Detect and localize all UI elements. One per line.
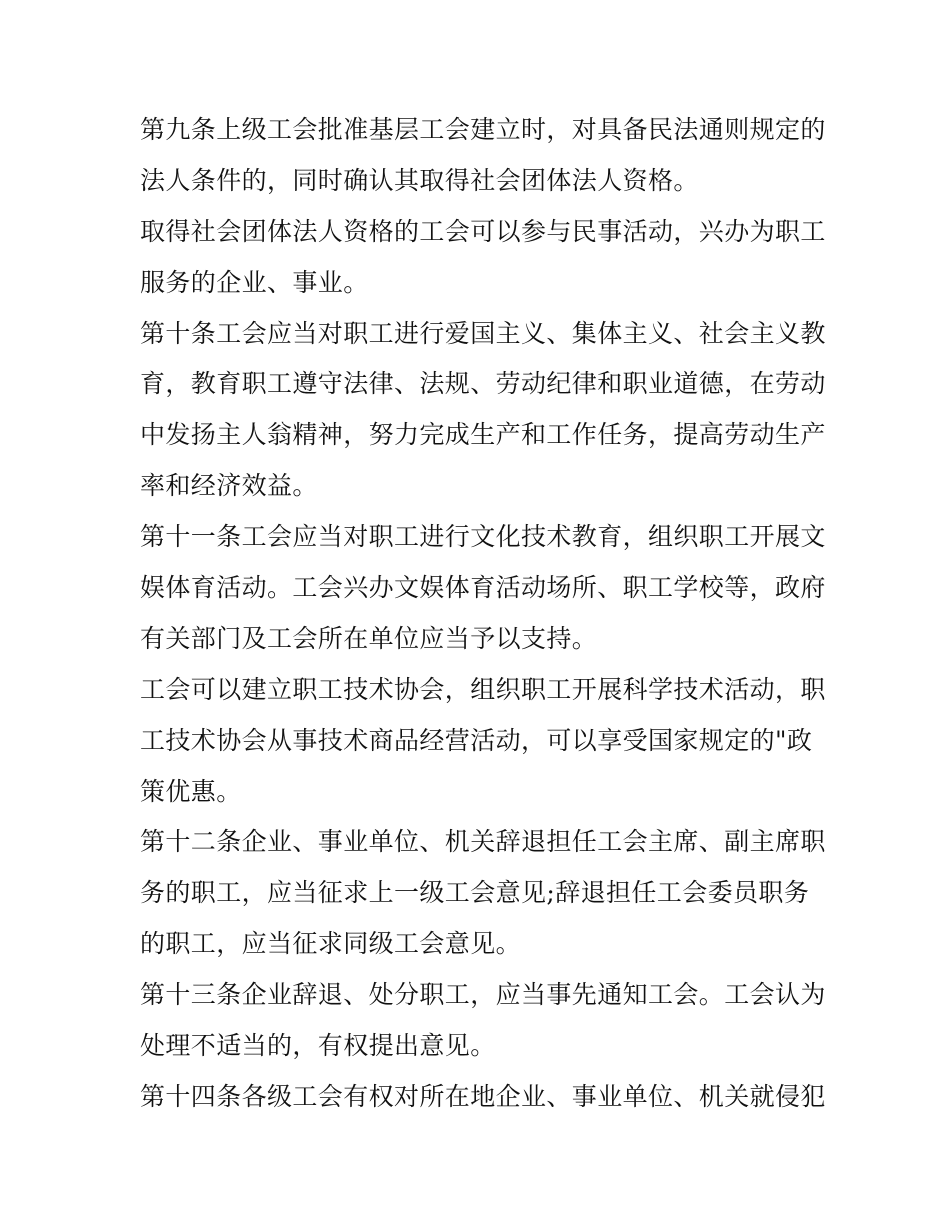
text-line-13: 工技术协会从事技术商品经营活动，可以享受国家规定的"政: [140, 725, 813, 755]
text-line-6: 育，教育职工遵守法律、法规、劳动纪律和职业道德，在劳动: [140, 369, 826, 399]
text-line-7: 中发扬主人翁精神，努力完成生产和工作任务，提高劳动生产: [140, 420, 826, 450]
text-line-18: 第十三条企业辞退、处分职工，应当事先通知工会。工会认为: [140, 980, 826, 1010]
text-line-1: 第九条上级工会批准基层工会建立时，对具备民法通则规定的: [140, 115, 826, 144]
text-line-20: 第十四条各级工会有权对所在地企业、事业单位、机关就侵犯: [140, 1081, 826, 1111]
text-line-2: 法人条件的，同时确认其取得社会团体法人资格。: [140, 165, 699, 195]
text-line-3: 取得社会团体法人资格的工会可以参与民事活动，兴办为职工: [140, 216, 826, 246]
text-line-15: 第十二条企业、事业单位、机关辞退担任工会主席、副主席职: [140, 827, 826, 857]
text-line-11: 有关部门及工会所在单位应当予以支持。: [140, 623, 598, 653]
document-body: [140, 105, 826, 1123]
text-line-10: 娱体育活动。工会兴办文娱体育活动场所、职工学校等，政府: [140, 573, 826, 603]
text-line-9: 第十一条工会应当对职工进行文化技术教育，组织职工开展文: [140, 522, 826, 552]
text-line-14: 策优惠。: [140, 776, 242, 806]
text-line-19: 处理不适当的，有权提出意见。: [140, 1031, 496, 1061]
text-line-8: 率和经济效益。: [140, 471, 318, 501]
text-line-5: 第十条工会应当对职工进行爱国主义、集体主义、社会主义教: [140, 318, 826, 348]
text-line-17: 的职工，应当征求同级工会意见。: [140, 929, 522, 959]
text-line-12: 工会可以建立职工技术协会，组织职工开展科学技术活动，职: [140, 674, 826, 704]
text-line-4: 服务的企业、事业。: [140, 267, 369, 297]
text-line-16: 务的职工，应当征求上一级工会意见;辞退担任工会委员职务: [140, 878, 810, 908]
